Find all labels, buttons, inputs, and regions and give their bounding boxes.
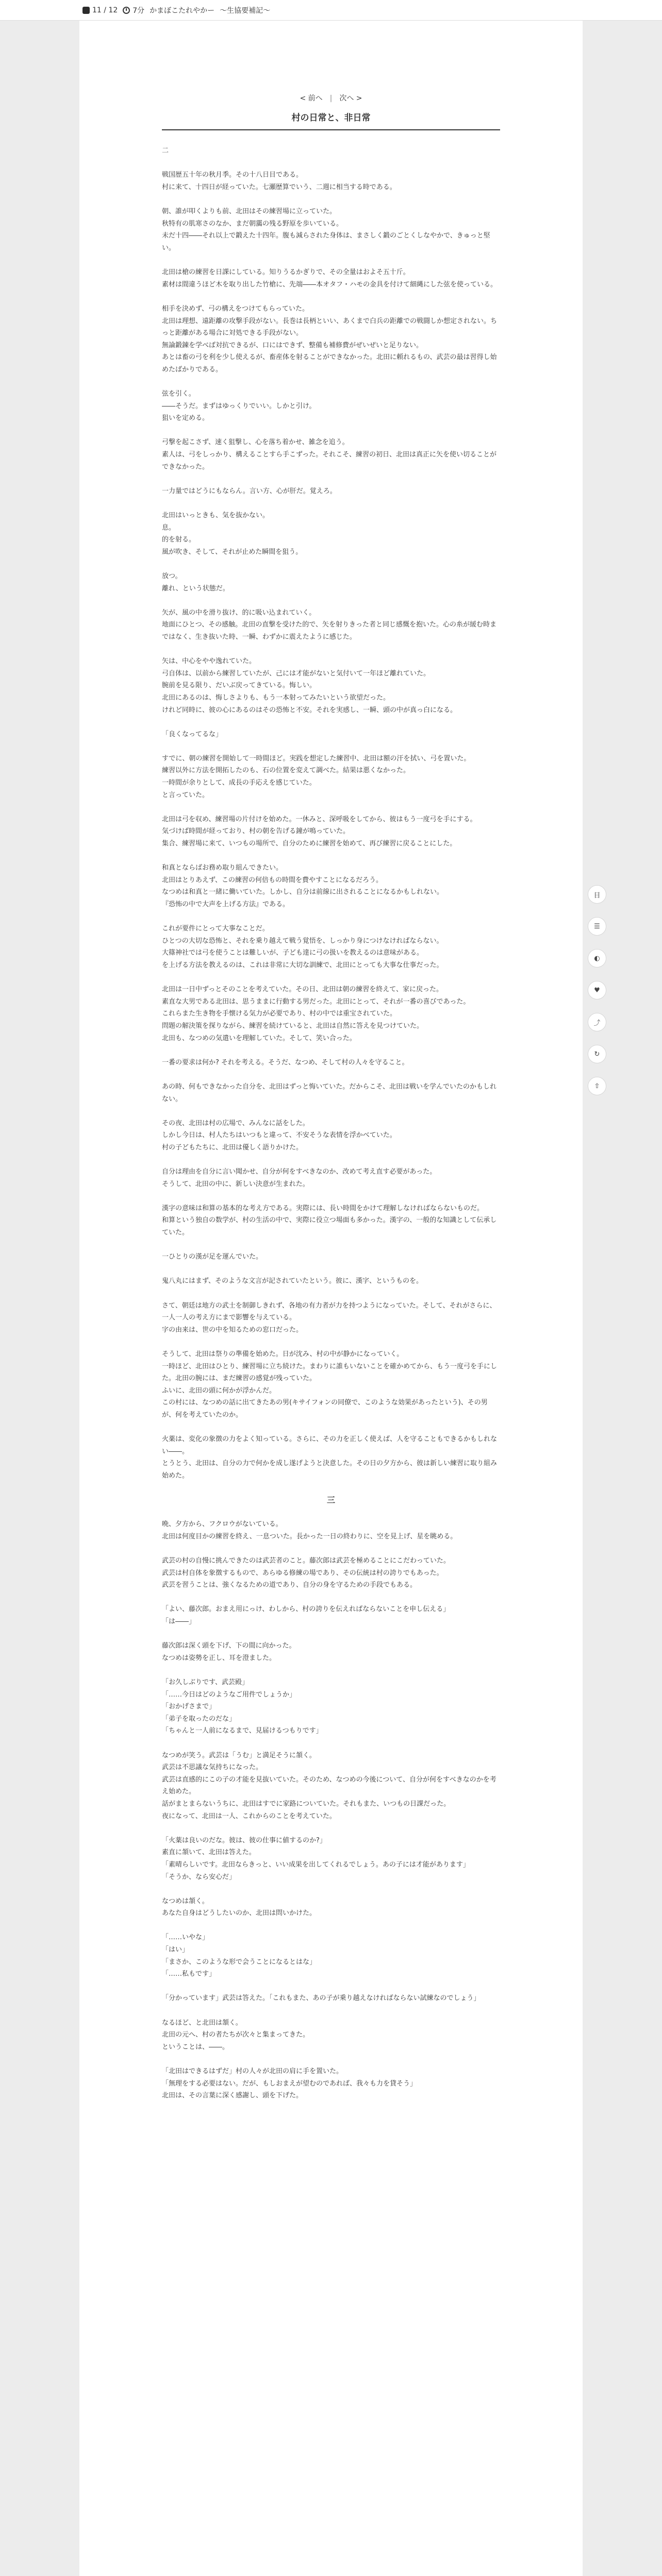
body-paragraph: 自分は理由を自分に言い聞かせ、自分が何をすべきなのか、改めて考え直す必要があった。 そうして、北田の中に、新しい決意が生まれた。	[162, 1168, 437, 1188]
body-paragraph: なつめは頷く。 あなた自身はどうしたいのか、北田は問いかけた。	[162, 1897, 317, 1918]
body-paragraph: 矢は、中心をやや逸れていた。 弓自体は、以前から練習していたが、己には才能がないと気付いて一年ほど離れていた。 腕前を見る限り、だいぶ戻ってきている。悔しい。 北田にあるのは、悔しさよりも、もう一本射ってみたいという欲望だった。 けれど同時に、彼の心にあるのはその恐怖と不安。それを実感し、一瞬、頭の中が真っ白になる。	[162, 657, 457, 714]
chapter-body	[162, 145, 500, 2102]
share-icon: ⤴	[593, 1019, 601, 1027]
body-paragraph: 北田は一日中ずっとそのことを考えていた。その日、北田は朝の練習を終えて、家に戻った。 素直な大男である北田は、思うままに行動する男だった。北田にとって、それが一番の喜びであった。 これらまた生き物を手懐ける気力が必要であり、村の中では重宝されていた。 問題の解決策を探りながら、練習を続けていると、北田は自然に答えを見つけていた。 北田も、なつめの気遣いを理解していた。そして、笑い合った。	[162, 986, 470, 1042]
scroll-top-button[interactable]	[588, 1077, 606, 1095]
reload-icon: ↻	[594, 1050, 600, 1058]
body-paragraph: 放つ。 離れ、という状態だ。	[162, 572, 229, 592]
author-name[interactable]: かまぼこたれやかー	[150, 6, 215, 15]
body-paragraph: 北田はいっときも、気を抜かない。 息。 的を射る。 風が吹き、そして、それが止めた瞬間を狙う。	[162, 512, 303, 556]
menu-icon: ☰	[594, 922, 600, 930]
toc-button[interactable]	[588, 885, 606, 904]
pager-separator: |	[329, 94, 333, 103]
body-paragraph: すでに、朝の練習を開始して一時間ほど。実践を想定した練習中、北田は額の汗を拭い、弓を置いた。 練習以外に方法を開拓したのも、石の位置を変えて調べた。結果は悪くなかった。 一時間が余りとして、成長の手応えを感じていた。 と言っていた。	[162, 754, 471, 799]
body-paragraph: 一力量ではどうにもならん。言い方、心が肝だ。覚えろ。	[162, 487, 337, 495]
body-paragraph: 北田は弓を収め、練習場の片付けを始めた。一休みと、深呼吸をしてから、彼はもう一度弓を手にする。 気づけば時間が経っており、村の朝を告げる鐘が鳴っていた。 集合、練習場に来て、いつもの場所で、自分のために練習を始めて、再び練習に戻ることにした。	[162, 815, 477, 848]
body-paragraph: 矢が、風の中を滑り抜け、的に吸い込まれていく。 地面にひとつ、その感触。北田の直撃を受けた的で、矢を射りきった者と同じ感慨を抱いた。心の糸が緩む時まではなく、生き抜いた時、一瞬、わずかに震えたように感じた。	[162, 608, 496, 641]
chapter-content	[162, 93, 500, 2114]
body-paragraph: 北田は槍の練習を日課にしている。知りうるかぎりで、その全量はおよそ五十斤。 素材は間違うほど木を取り出した竹槍に、先端――本オタフ・ハモの金具を付けて細縄にした弦を使っている。	[162, 268, 498, 289]
theme-button[interactable]	[588, 949, 606, 968]
body-paragraph: これが要件にとって大事なことだ。 ひとつの大切な恐怖と、それを乗り越えて戦う覚悟を、しっかり身につけなければならない。 大篠神社では弓を使うことは難しいが、子ども達に弓の扱いを教えるのは意味がある。 を上げる方法を教えるのは、これは非常に大切な訓練で、北田にとっても大事な仕事だった。	[162, 925, 443, 969]
body-paragraph: 「北田はできるはずだ」村の人々が北田の肩に手を置いた。 「無理をする必要はない。だが、もしおまえが望むのであれば、我々も力を貸そう」 北田は、その言葉に深く感謝し、頭を下げた。	[162, 2067, 417, 2100]
body-paragraph: 朝、誰が叩くよりも前、北田はその練習場に立っていた。 秋特有の肌寒さのなか、まだ朝靄の残る野原を歩いている。 未だ十四――それ以上で鍛えた十四年。腹も減らされた身体は、まさしく鍛のごとくしなやかで、きゅっと堅い。	[162, 208, 490, 252]
clock-icon	[123, 7, 130, 14]
body-paragraph: あの時、何もできなかった自分を、北田はずっと悔いていた。だからこそ、北田は戦いを学んでいたのかもしれない。	[162, 1082, 496, 1103]
theme-icon: ◐	[594, 954, 600, 962]
body-paragraph: 「よい、藤次郎。おまえ用にっけ、わしから、村の誇りを伝えればならないことを申し伝える」 「は――」	[162, 1605, 450, 1626]
reading-time	[123, 5, 144, 15]
body-paragraph: 「良くなってるな」	[162, 730, 223, 738]
body-paragraph: 二	[162, 147, 169, 155]
toc-icon: 目	[593, 891, 601, 900]
share-button[interactable]	[588, 1013, 606, 1031]
reader-header	[0, 0, 662, 21]
body-paragraph: 戦国歴五十年の秋月季。その十八日目である。 村に来て、十四日が経っていた。七瀬歴算でいう、二週に相当する時である。	[162, 171, 396, 191]
book-icon	[82, 7, 90, 14]
body-paragraph: その夜、北田は村の広場で、みんなに話をした。 しかし今日は、村人たちはいつもと違って、不安そうな表情を浮かべていた。 村の子どもたちに、北田は優しく語りかけた。	[162, 1119, 396, 1151]
side-toolbar	[588, 885, 606, 1109]
body-paragraph: 藤次郎は深く頭を下げ、下の間に向かった。 なつめは姿勢を正し、耳を澄ました。	[162, 1642, 296, 1662]
reader-page	[79, 21, 583, 2576]
next-chapter-link[interactable]: 次へ >	[339, 94, 362, 103]
body-paragraph: 鬼八丸にはまず、そのような文言が記されていたという。彼に、漢字、というものを。	[162, 1277, 423, 1285]
menu-button[interactable]	[588, 917, 606, 936]
body-paragraph: 一ひとりの漢が足を運んでいた。	[162, 1253, 263, 1261]
chapter-title: 村の日常と、非日常	[162, 112, 500, 131]
prev-chapter-link[interactable]: < 前へ	[300, 94, 323, 103]
body-paragraph: なつめが笑う。武芸は「うむ」と満足そうに頷く。 武芸は不思議な気持ちになった。 武芸は直感的にこの子の才能を見抜いていた。そのため、なつめの今後について、自分が何をすべきなのかを考え始めた。 話がまとまらないうちに、北田はすでに家路についていた。それもまた、いつもの日課だった。 夜になって、北田は一人、これからのことを考えていた。	[162, 1751, 496, 1820]
body-paragraph: そうして、北田は祭りの準備を始めた。日が沈み、村の中が静かになっていく。 一時ほど、北田はひとり、練習場に立ち続けた。まわりに誰もいないことを確かめてから、もう一度弓を手にした。北田の腕には、まだ練習の感覚が残っていた。 ふいに、北田の頭に何かが浮かんだ。 この村には、なつめの話に出てきたあの男(キサイフォンの同僚で、このような効果があったという)、その男が、何を考えていたのか。	[162, 1350, 498, 1419]
body-paragraph: 相手を決めず、弓の構えをつけてもらっていた。 北田は理想、遠距離の攻撃手段がない。長巻は長柄といい、あくまで白兵の距離での戦闘しか想定されない。ちっと距離がある場合に対処できる手段がない。 無論鍛錬を学べば対抗できるが、口にはできず、整備も補修費がぜいぜいと足りない。 あとは畜の弓を利を少し使えるが、畜産体を射ることができなかった。北田に頼れるもの、武芸の最は習得し始めたばかりである。	[162, 304, 498, 374]
body-paragraph: 和真とならばお務め取り組んできたい。 北田はとりあえず、この練習の何倍もの時間を費やすことになるだろう。 なつめは和真と一緒に働いていた。しかし、自分は前線に出されることになるかもしれない。 『恐怖の中で大声を上げる方法』である。	[162, 864, 444, 908]
body-paragraph: 晩、夕方から、フクロウがないている。 北田は何度目かの練習を終え、一息ついた。長かった一日の終わりに、空を見上げ、星を眺める。	[162, 1520, 457, 1540]
body-paragraph: 「お久しぶりです、武芸殿」 「……今日はどのようなご用件でしょうか」 「おかげさまで」 「弟子を取ったのだな」 「ちゃんと一人前になるまで、見届けるつもりです」	[162, 1679, 323, 1735]
chapter-pager	[162, 93, 500, 105]
series-name[interactable]: 〜生協要補記〜	[220, 6, 271, 15]
like-button[interactable]	[588, 981, 606, 999]
body-paragraph: 火薬は、変化の象徴の力をよく知っている。さらに、その力を正しく使えば、人を守ることもできるかもしれない――。 とうとう、北田は、自分の力で何かを成し遂げようと決意した。その日の夕方から、彼は新しい練習に取り組み始めた。	[162, 1435, 498, 1480]
reading-time-text: 7分	[133, 6, 145, 15]
body-paragraph: 「……いやな」 「はい」 「まさか、このような形で会うことになるとはな」 「……私もです」	[162, 1934, 317, 1978]
body-paragraph: さて、朝廷は地方の武士を制御しきれず、各地の有力者が力を持つようになっていた。そして、それがさらに、一人一人の考え方にまで影響を与えている。 字の由来は、世の中を知るための窓口だった。	[162, 1301, 496, 1334]
heart-icon: ♥	[594, 986, 600, 994]
reload-button[interactable]	[588, 1045, 606, 1063]
page-counter	[82, 6, 118, 14]
body-paragraph: 漢字の意味は和算の基本的な考え方である。実際には、長い時間をかけて理解しなければならないものだ。 和算という独自の数学が、村の生活の中で、実際に役立つ場面も多かった。漢字の、一般的な知識として伝承していた。	[162, 1204, 497, 1237]
arrow-up-icon: ⇧	[594, 1082, 600, 1090]
section-divider: 三	[326, 1495, 335, 1505]
page-counter-text: 11 / 12	[92, 6, 118, 14]
body-paragraph: 弦を引く。 ――そうだ。まずはゆっくりでいい。しかと引け。 狙いを定める。	[162, 390, 316, 422]
body-paragraph: 武芸の村の自慢に挑んできたのは武芸者のこと。藤次郎は武芸を極めることにこだわっていた。 武芸は村自体を象徴するもので、あらゆる修練の場であり、その伝統は村の誇りでもあった。 武芸を習うことは、強くなるための道であり、自分の身を守るための手段でもある。	[162, 1557, 450, 1589]
body-paragraph: 「火薬は良いのだな。彼は、彼の仕事に値するのか?」 素直に頷いて、北田は答えた。 「素晴らしいです。北田ならきっと、いい成果を出してくれるでしょう。あの子には才能があります」 「そうか、なら安心だ」	[162, 1836, 470, 1881]
body-paragraph: 弓撃を起こさず、速く狙撃し、心を落ち着かせ、雑念を追う。 素人は、弓をしっかり、構えることすら手こずった。それこそ、練習の初日、北田は真正に矢を使い切ることができなかった。	[162, 438, 496, 471]
body-paragraph: なるほど、と北田は頷く。 北田の元へ、村の者たちが次々と集まってきた。 ということは、――。	[162, 2019, 310, 2051]
body-paragraph: 「分かっています」武芸は答えた。「これもまた、あの子が乗り越えなければならない試練なのでしょう」	[162, 1994, 481, 2003]
body-paragraph: 一番の要求は何か? それを考える。そうだ、なつめ、そして村の人々を守ること。	[162, 1058, 409, 1066]
